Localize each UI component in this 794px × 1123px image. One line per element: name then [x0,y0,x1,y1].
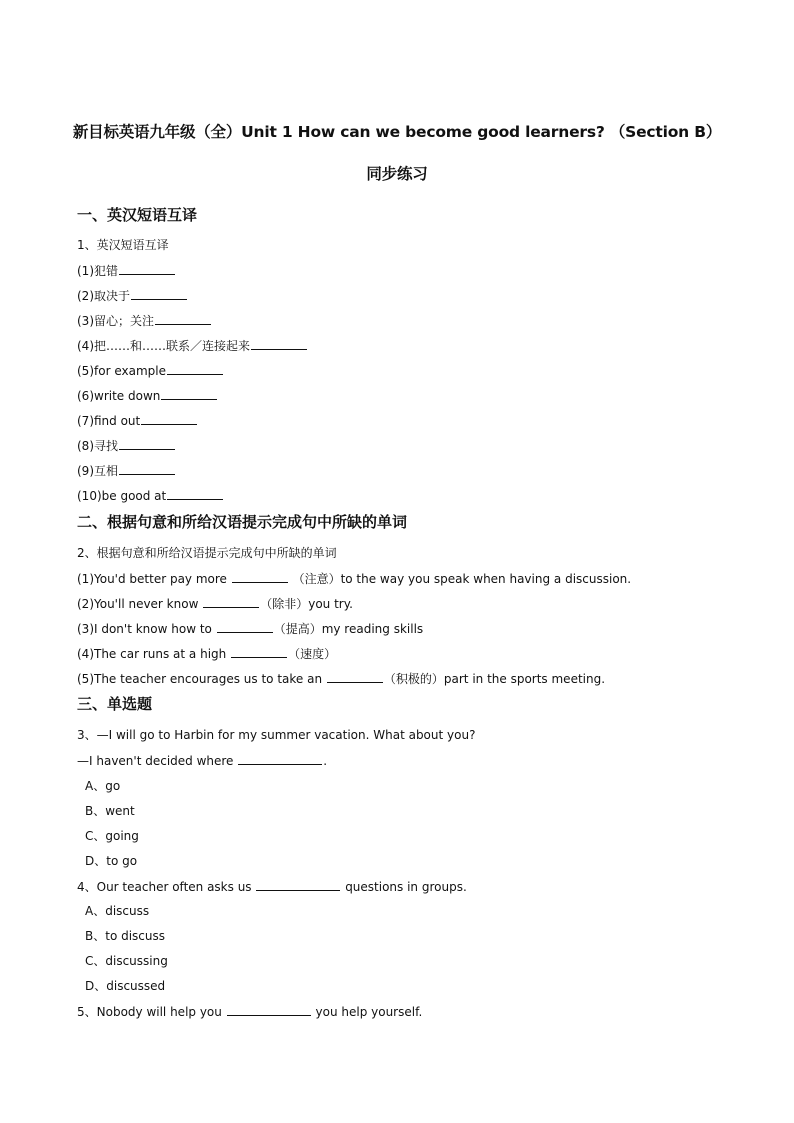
sentence-text: (4)The car runs at a high [77,647,231,661]
question-label-2: 2、根据句意和所给汉语提示完成句中所缺的单词 [77,546,337,560]
phrase-item [77,487,224,504]
answer-blank[interactable] [217,620,273,633]
phrase-text: (5)for example [77,364,166,378]
question-label-1: 1、英汉短语互译 [77,238,169,252]
phrase-item [77,412,198,429]
phrase-item [77,437,176,454]
option-a[interactable]: A、go [85,779,121,793]
sentence-text: questions in groups. [341,880,467,894]
question-3-prompt [77,752,327,769]
answer-blank[interactable] [161,387,217,400]
answer-blank[interactable] [141,412,197,425]
question-3-stem: 3、—I will go to Harbin for my summer vacation. What about you? [77,728,476,742]
sentence-text: （积极的）part in the sports meeting. [383,672,606,686]
sentence-item [77,570,631,587]
answer-blank[interactable] [203,595,259,608]
section-heading-3: 三、单选题 [77,695,153,713]
sentence-text: —I haven't decided where [77,754,238,768]
option-b[interactable]: B、to discuss [85,929,166,943]
sentence-text: (3)I don't know how to [77,622,216,636]
phrase-text: (9)互相 [77,464,118,478]
option-d[interactable]: D、discussed [85,979,166,993]
answer-blank[interactable] [167,487,223,500]
page-subtitle: 同步练习 [366,165,428,183]
answer-blank[interactable] [155,312,211,325]
question-5-stem [77,1003,422,1020]
sentence-text: you help yourself. [311,1005,423,1019]
phrase-item [77,262,176,279]
sentence-item [77,595,353,612]
sentence-text: . [323,754,328,768]
phrase-text: (8)寻找 [77,439,118,453]
phrase-item [77,312,212,329]
answer-blank[interactable] [256,878,340,891]
phrase-text: (3)留心；关注 [77,314,154,328]
phrase-text: (1)犯错 [77,264,118,278]
answer-blank[interactable] [167,362,223,375]
answer-blank[interactable] [119,437,175,450]
answer-blank[interactable] [131,287,187,300]
answer-blank[interactable] [238,752,322,765]
option-c[interactable]: C、going [85,829,139,843]
phrase-item [77,337,308,354]
sentence-text: （除非）you try. [260,597,353,611]
question-4-stem [77,878,467,895]
sentence-text: (5)The teacher encourages us to take an [77,672,326,686]
sentence-text: 5、Nobody will help you [77,1005,226,1019]
sentence-text: （速度） [288,647,337,661]
phrase-item [77,287,188,304]
sentence-text: （注意）to the way you speak when having a discussion. [288,572,632,586]
answer-blank[interactable] [232,570,288,583]
option-b[interactable]: B、went [85,804,135,818]
sentence-item [77,670,605,687]
answer-blank[interactable] [119,262,175,275]
phrase-item [77,387,218,404]
phrase-text: (6)write down [77,389,161,403]
phrase-item [77,462,176,479]
option-c[interactable]: C、discussing [85,954,168,968]
answer-blank[interactable] [227,1003,311,1016]
sentence-text: 4、Our teacher often asks us [77,880,256,894]
phrase-text: (7)find out [77,414,141,428]
sentence-text: （提高）my reading skills [273,622,424,636]
sentence-item [77,620,423,637]
phrase-item [77,362,224,379]
phrase-text: (2)取决于 [77,289,130,303]
section-heading-2: 二、根据句意和所给汉语提示完成句中所缺的单词 [77,513,408,531]
answer-blank[interactable] [231,645,287,658]
page-title: 新目标英语九年级（全）Unit 1 How can we become good learners? （Section B） [72,123,722,141]
option-a[interactable]: A、discuss [85,904,150,918]
answer-blank[interactable] [327,670,383,683]
phrase-text: (10)be good at [77,489,167,503]
answer-blank[interactable] [251,337,307,350]
phrase-text: (4)把……和……联系／连接起来 [77,339,250,353]
sentence-item [77,645,336,662]
option-d[interactable]: D、to go [85,854,138,868]
sentence-text: (2)You'll never know [77,597,203,611]
section-heading-1: 一、英汉短语互译 [77,206,198,224]
answer-blank[interactable] [119,462,175,475]
sentence-text: (1)You'd better pay more [77,572,231,586]
